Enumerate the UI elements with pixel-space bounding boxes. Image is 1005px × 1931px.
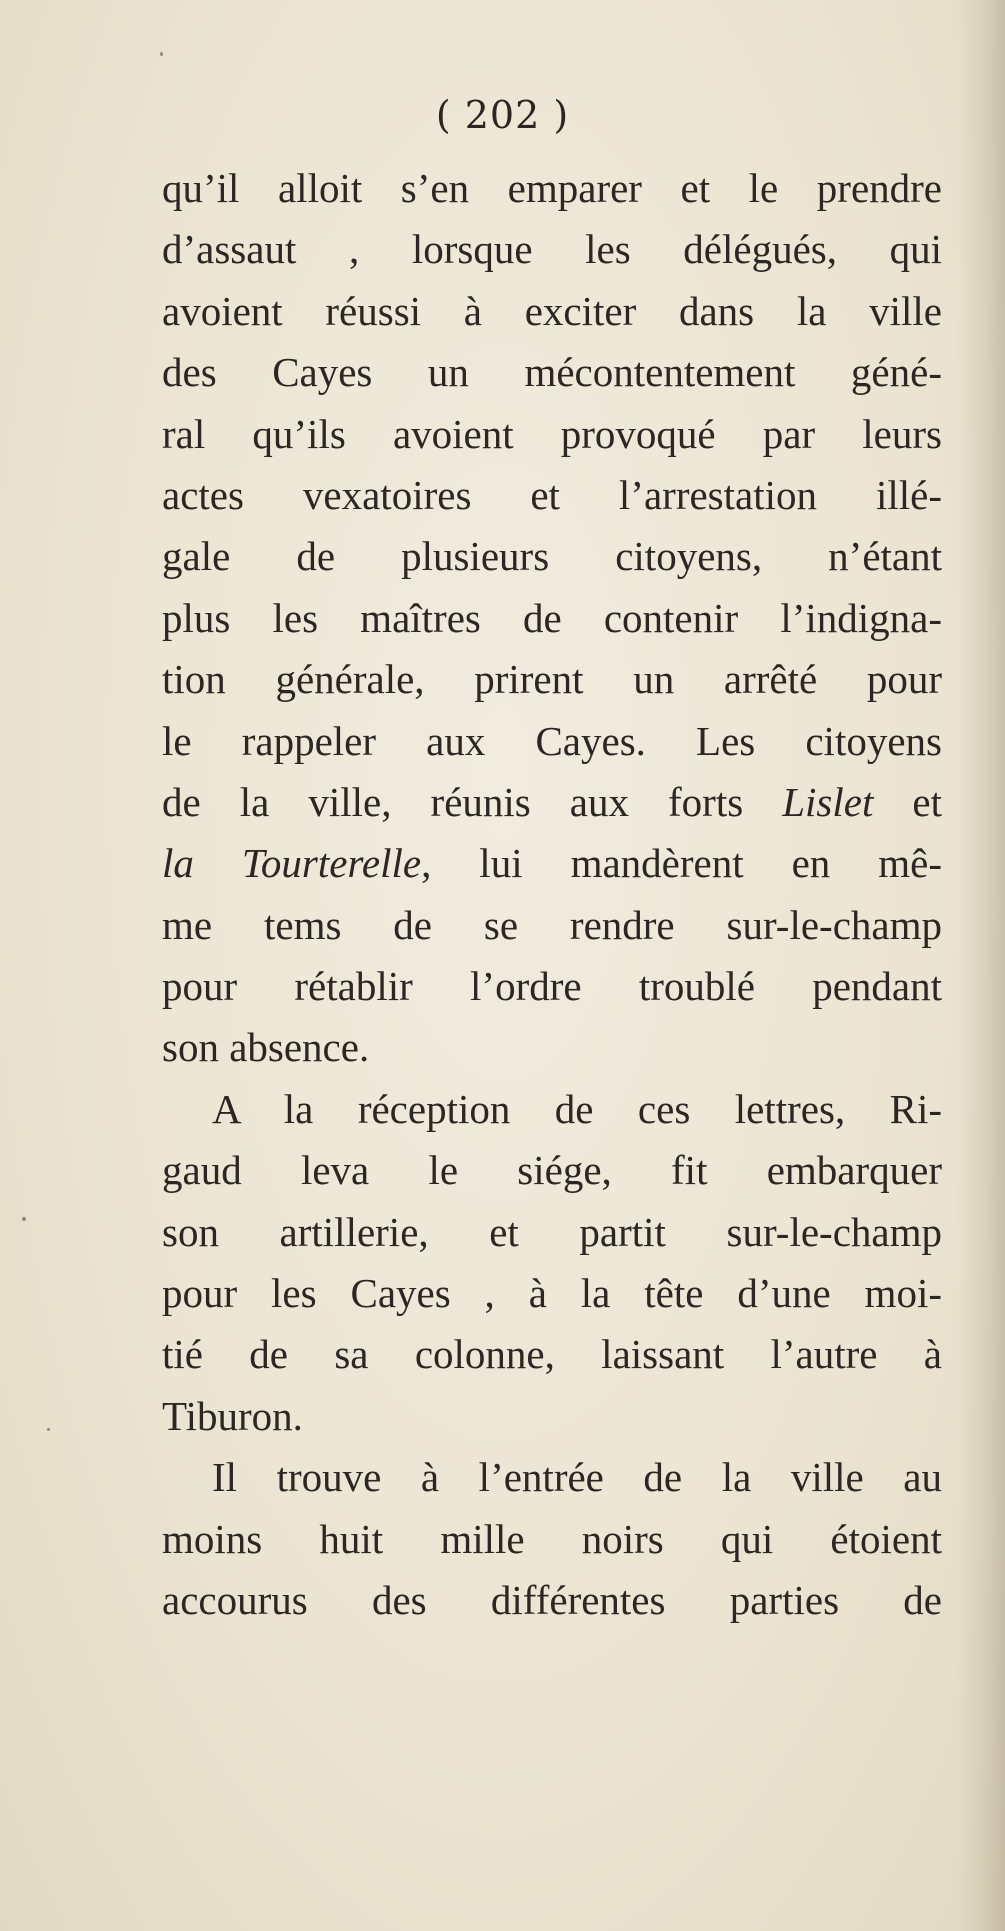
text-line: des Cayes un mécontentement géné- <box>162 349 942 396</box>
text-line: A la réception de ces lettres, Ri- <box>212 1085 942 1132</box>
text-line: moins huit mille noirs qui étoient <box>162 1515 942 1562</box>
place-name-italic: la Tourterelle <box>162 840 422 887</box>
text-line: Tiburon. <box>162 1392 303 1439</box>
text-line: ral qu’ils avoient provoqué par leurs <box>162 410 942 457</box>
text-line: tion générale, prirent un arrêté pour <box>162 656 942 703</box>
text-line: pour les Cayes , à la tête d’une moi- <box>162 1270 942 1317</box>
text-line: son absence. <box>162 1024 370 1071</box>
page-edge-shadow <box>957 0 1005 1931</box>
text-line: tié de sa colonne, laissant l’autre à <box>162 1331 942 1378</box>
text-line <box>162 833 942 894</box>
text-line: accourus des différentes parties de <box>162 1576 942 1623</box>
text-line: gale de plusieurs citoyens, n’étant <box>162 533 942 580</box>
paper-speck <box>47 1428 50 1431</box>
text-line: son artillerie, et partit sur-le-champ <box>162 1208 942 1255</box>
place-name-italic: Lislet <box>782 778 874 825</box>
text-line: plus les maîtres de contenir l’indigna- <box>162 594 942 641</box>
page-number-header: ( 202 ) <box>435 93 570 137</box>
text-line: actes vexatoires et l’arrestation illé- <box>162 471 942 518</box>
text-line <box>162 772 942 833</box>
text-line: pour rétablir l’ordre troublé pendant <box>162 963 942 1010</box>
text-line: Il trouve à l’entrée de la ville au <box>212 1454 942 1501</box>
text-line: avoient réussi à exciter dans la ville <box>162 287 942 334</box>
text-line: me tems de se rendre sur-le-champ <box>162 901 942 948</box>
body-text <box>162 158 942 1631</box>
text-segment: , lui mandèrent en mê- <box>421 840 942 887</box>
text-line: gaud leva le siége, fit embarquer <box>162 1147 942 1194</box>
text-segment: et <box>873 778 942 825</box>
paper-speck <box>160 52 163 56</box>
paper-speck <box>22 1217 26 1221</box>
text-line: le rappeler aux Cayes. Les citoyens <box>162 717 942 764</box>
text-line: qu’il alloit s’en emparer et le prendre <box>162 165 942 211</box>
text-line: d’assaut , lorsque les délégués, qui <box>162 226 942 273</box>
text-segment: de la ville, réunis aux forts <box>162 778 783 825</box>
